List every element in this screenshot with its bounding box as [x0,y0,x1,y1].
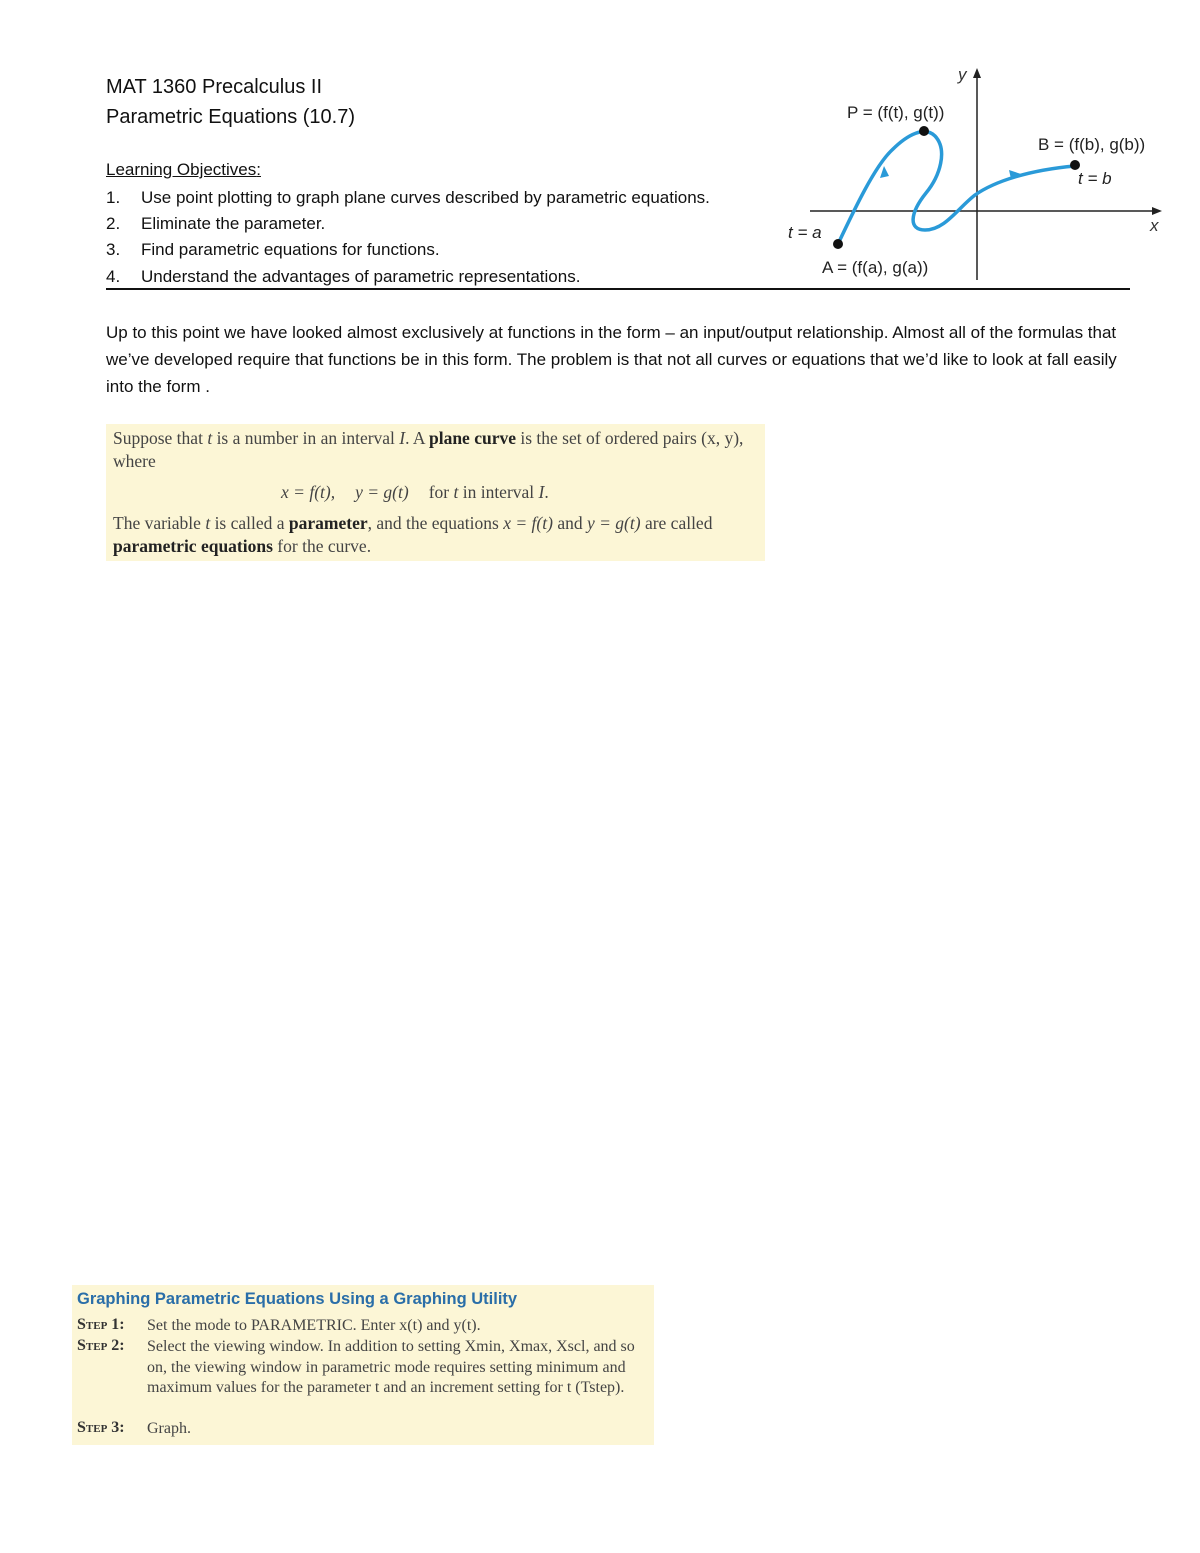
term-plane-curve: plane curve [428,428,516,448]
objective-text: Understand the advantages of parametric representations. [141,267,581,286]
intro-paragraph: Up to this point we have looked almost exclusively at functions in the form – an input/output relationship. Almost all of the formulas that we’ve developed require that functions be in this form. The problem is that not all curves or equations that we’d like to look at fall easily into the form . [106,323,1117,396]
objective-number: 4. [106,267,121,286]
objective-item [106,211,325,237]
point-a-label: A = (f(a), g(a)) [822,258,929,277]
y-axis-arrow [973,68,981,78]
step-text: Set the mode to PARAMETRIC. Enter x(t) and y(t). [147,1317,481,1334]
y-axis-label: y [958,65,967,84]
x-axis-arrow [1152,207,1162,215]
step-text: Graph. [147,1420,191,1437]
graphing-utility-title: Graphing Parametric Equations Using a Graphing Utility [77,1290,518,1308]
parametric-curve-figure [780,58,1180,288]
term-parameter: parameter [288,513,368,533]
t-a-label: t = a [788,223,822,242]
graphing-utility-box [72,1285,654,1445]
objective-number: 3. [106,240,121,259]
point-a-dot [833,239,843,249]
step-text: Select the viewing window. In addition to setting Xmin, Xmax, Xscl, and so on, the viewing window in parametric mode requires setting minimum and maximum values for the parameter t and an increment setting for t (Tstep). [147,1338,635,1396]
definition-equations: x = f(t), y = g(t) for t in interval I. [281,482,549,502]
objective-number: 2. [106,214,121,233]
term-parametric-equations: parametric equations [113,536,273,556]
point-b-label: B = (f(b), g(b)) [1038,135,1146,154]
direction-arrow [880,166,889,178]
section-title: Parametric Equations (10.7) [106,106,356,128]
objectives-heading: Learning Objectives: [106,160,261,179]
step-label: Step 1: [77,1316,125,1333]
objectives-heading-text: Learning Objectives [106,160,257,179]
definition-paragraph-1: Suppose that t is a number in an interval I. A plane curve is the set of ordered pairs (x, y), where [113,428,744,471]
header-divider [106,288,1130,290]
definition-paragraph-2: The variable t is called a parameter, and the equations x = f(t) and y = g(t) are called parametric equations for the curve. [113,513,713,556]
course-title: MAT 1360 Precalculus II [106,76,323,98]
objective-item [106,264,580,290]
objective-number: 1. [106,188,121,207]
point-p-label: P = (f(t), g(t)) [847,103,945,122]
x-axis-label: x [1150,216,1159,235]
t-b-label: t = b [1078,169,1112,188]
objective-item [106,185,710,211]
objective-text: Find parametric equations for functions. [141,240,440,259]
objective-text: Use point plotting to graph plane curves described by parametric equations. [141,188,710,207]
step-label: Step 2: [77,1337,125,1354]
objective-item [106,237,440,263]
plane-curve-definition-box [106,424,765,561]
point-p-dot [919,126,929,136]
step-label: Step 3: [77,1419,125,1436]
objective-text: Eliminate the parameter. [141,214,326,233]
